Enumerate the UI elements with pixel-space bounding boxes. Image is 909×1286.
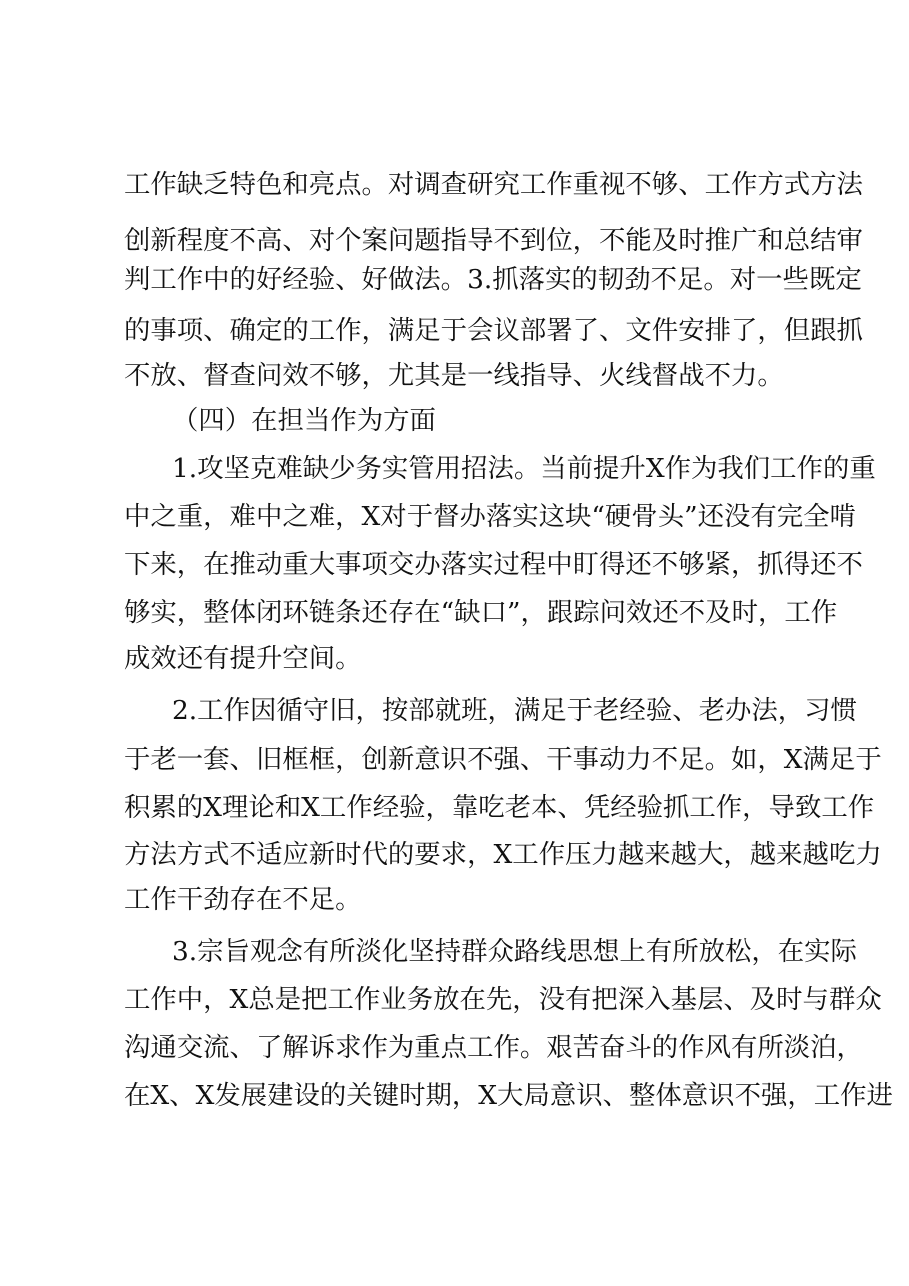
text-line: 积累的X理论和X工作经验，靠吃老本、凭经验抓工作，导致工作 (124, 792, 875, 823)
text-line: 沟通交流、了解诉求作为重点工作。艰苦奋斗的作风有所淡泊， (124, 1032, 863, 1063)
text-line: 在X、X发展建设的关键时期，X大局意识、整体意识不强，工作进 (124, 1080, 893, 1111)
text-line: 1.攻坚克难缺少务实管用招法。当前提升X作为我们工作的重 (172, 453, 876, 484)
text-line: 下来，在推动重大事项交办落实过程中盯得还不够紧，抓得还不 (124, 549, 863, 580)
text-line: 工作中，X总是把工作业务放在先，没有把深入基层、及时与群众 (124, 984, 882, 1015)
text-line: 3.宗旨观念有所淡化坚持群众路线思想上有所放松，在实际 (172, 936, 857, 967)
text-line: 不放、督查问效不够，尤其是一线指导、火线督战不力。 (124, 360, 784, 391)
text-line: 工作缺乏特色和亮点。对调查研究工作重视不够、工作方式方法 (124, 169, 863, 200)
text-line: 创新程度不高、对个案问题指导不到位，不能及时推广和总结审 (124, 225, 863, 256)
text-line: 判工作中的好经验、好做法。3.抓落实的韧劲不足。对一些既定 (124, 264, 862, 295)
text-line: 中之重，难中之难，X对于督办落实这块“硬骨头”还没有完全啃 (124, 501, 856, 532)
text-line: 工作干劲存在不足。 (124, 884, 362, 915)
text-line: 成效还有提升空间。 (124, 643, 362, 674)
section-heading: （四）在担当作为方面 (172, 405, 436, 436)
text-line: 2.工作因循守旧，按部就班，满足于老经验、老办法，习惯 (172, 695, 857, 726)
text-line: 方法方式不适应新时代的要求，X工作压力越来越大，越来越吃力 (124, 839, 882, 870)
text-line: 够实，整体闭环链条还存在“缺口”，跟踪问效还不及时，工作 (124, 597, 838, 628)
text-line: 于老一套、旧框框，创新意识不强、干事动力不足。如，X满足于 (124, 744, 882, 775)
text-line: 的事项、确定的工作，满足于会议部署了、文件安排了，但跟抓 (124, 315, 863, 346)
